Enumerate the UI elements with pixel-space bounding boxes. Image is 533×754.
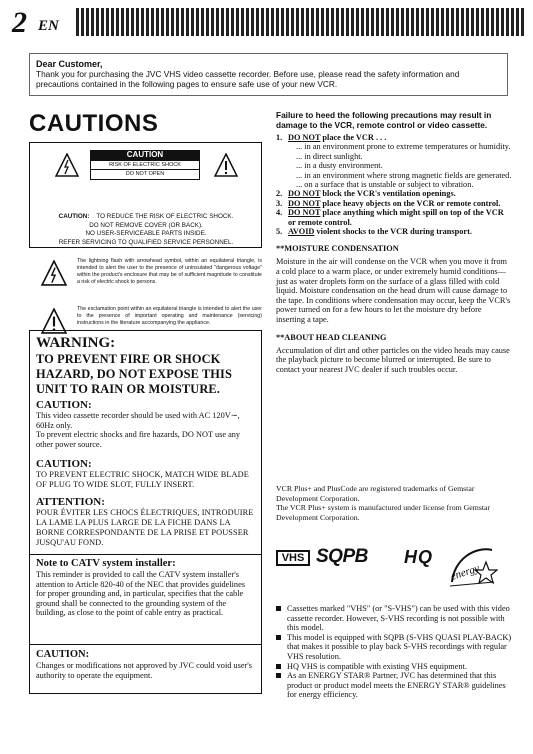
sqpb-logo: SQPB: [316, 546, 368, 567]
feature-bullet: As an ENERGY STAR® Partner, JVC has determined that this product or product model meets the ENERGY STAR® guidelines for energy efficiency.: [276, 671, 512, 700]
placement-sublist: [288, 142, 512, 189]
shock-risk-label: RISK OF ELECTRIC SHOCK: [90, 160, 200, 170]
caution-line-3: NO USER-SERVICEABLE PARTS INSIDE.: [85, 230, 207, 237]
caution-box-text: [35, 213, 257, 247]
precautions-list: [276, 133, 512, 236]
caution-label-box: [29, 142, 262, 248]
vhs-logo: VHS: [276, 550, 310, 566]
placement-subitem: ... in an environment where strong magnetic fields are generated.: [296, 170, 512, 180]
energy-logo-text: energy: [449, 562, 482, 583]
lightning-symbol-icon: [41, 260, 67, 286]
exclamation-warning-icon: [214, 153, 238, 177]
catv-note-box: [29, 555, 262, 645]
trademark-line-1: VCR Plus+ and PlusCode are registered trademarks of Gemstar Development Corporation.: [276, 484, 475, 503]
power-caution-line-1: This video cassette recorder should be used with AC 120V∼, 60Hz only.: [36, 411, 240, 430]
warning-title: WARNING:: [36, 335, 116, 351]
do-not-open-label: DO NOT OPEN: [90, 170, 200, 180]
page-header: [0, 0, 533, 42]
head-cleaning-text: Accumulation of dirt and other particles on the video heads may cause the playback picture to become blurred or interrupted. Be sure to contact your nearest JVC dealer if such troubles occur.: [276, 345, 510, 374]
feature-bullet: Cassettes marked "VHS" (or "S-VHS") can be used with this video cassette recorder. However, S-VHS recording is not possible with this model.: [276, 604, 512, 633]
caution-prefix: CAUTION:: [58, 213, 90, 220]
precaution-item: 2. DO NOT block the VCR's ventilation openings.: [276, 189, 456, 199]
caution-line-1: TO REDUCE THE RISK OF ELECTRIC SHOCK.: [96, 213, 234, 220]
moisture-text: Moisture in the air will condense on the VCR when you move it from a cold place to a warm place, or under extremely humid conditions—just as water droplets form on the surface of a glass filled with cold liquid. Moisture condensation on the head drum will cause damage to the tape. In conditions where condensation may occur, keep the VCR's power turned on for a few hours to let the moisture dry before inserting a tape.: [276, 257, 511, 325]
cautions-title: CAUTIONS: [29, 110, 159, 137]
precaution-item: 5. AVOID violent shocks to the VCR during transport.: [276, 227, 472, 237]
feature-bullet: This model is equipped with SQPB (S-VHS QUASI PLAY-BACK) that makes it possible to play back S-VHS recordings with regular VHS resolution.: [276, 633, 512, 662]
logo-row: [276, 536, 512, 598]
caution-line-2: DO NOT REMOVE COVER (OR BACK).: [89, 221, 203, 229]
hq-logo: HQ: [404, 547, 433, 567]
modification-caution-box: [29, 645, 262, 694]
precautions-intro: Failure to heed the following precautions may result in damage to the VCR, remote control or video cassette.: [276, 110, 492, 130]
energy-star-logo: [446, 542, 498, 594]
lightning-explanation-text: The lightning flash with arrowhead symbol, within an equilateral triangle, is intended to alert the user to the presence of uninsulated "dangerous voltage" within the product's enclosure that may be of sufficient magnitude to constitute a risk of electric shock to persons.: [77, 258, 262, 285]
warning-subtitle: TO PREVENT FIRE OR SHOCK HAZARD, DO NOT EXPOSE THIS UNIT TO RAIN OR MOISTURE.: [36, 352, 232, 396]
page-number: 2: [12, 6, 27, 39]
moisture-title: **MOISTURE CONDENSATION: [276, 244, 399, 254]
right-column: [276, 110, 512, 374]
precaution-item: 3. DO NOT place heavy objects on the VCR or remote control.: [276, 198, 501, 208]
feature-bullet: HQ VHS is compatible with existing VHS equipment.: [276, 662, 512, 672]
head-cleaning-title: **ABOUT HEAD CLEANING: [276, 332, 387, 342]
header-stripes: [76, 8, 524, 36]
catv-note-text: This reminder is provided to call the CATV system installer's attention to Article 820-40 of the NEC that provides guidelines for proper grounding and, in particular, specifies that the cable ground shall be connected to the grounding system of the building, as close to the point of cable entry as practical.: [36, 570, 245, 618]
page-language: EN: [38, 18, 59, 34]
placement-subitem: ... in direct sunlight.: [296, 151, 363, 161]
placement-subitem: ... in a dusty environment.: [296, 161, 383, 171]
attention-text: POUR ÉVITER LES CHOCS ÉLECTRIQUES, INTRODUIRE LA LAME LA PLUS LARGE DE LA FICHE DANS LA BORNE CORRESPONDANTE DE LA PRISE ET POUSSER JUSQU'AU FOND.: [36, 508, 254, 548]
trademark-notice: [276, 484, 512, 522]
placement-subitem: ... on a surface that is unstable or subject to vibration.: [296, 180, 474, 190]
dear-customer-text: Thank you for purchasing the JVC VHS video cassette recorder. Before use, please read the safety information and precautions contained in the following pages to ensure safe use of your new VCR.: [36, 69, 460, 89]
exclamation-explanation-text: The exclamation point within an equilateral triangle is intended to alert the user to the presence of important operating and maintenance (servicing) instructions in the literature accompanying the appliance.: [77, 306, 262, 326]
precaution-item: 4. DO NOT place anything which might spill on top of the VCR or remote control.: [276, 208, 504, 227]
precaution-item: 1. DO NOT place the VCR . . . ... in an environment prone to extreme temperatures or humidity. ... in direct sunlight. ... in a dusty environment. ... in an environment where strong magnetic fields are generated. ... on a surface that is unstable or subject to vibration.: [276, 133, 512, 190]
dear-customer-box: [29, 53, 508, 96]
caution-label: CAUTION: [90, 150, 200, 160]
modification-caution-title: CAUTION:: [36, 649, 90, 660]
feature-bullets: [276, 604, 512, 700]
attention-title: ATTENTION:: [36, 496, 105, 509]
plug-caution-text: TO PREVENT ELECTRIC SHOCK, MATCH WIDE BLADE OF PLUG TO WIDE SLOT, FULLY INSERT.: [36, 470, 249, 490]
power-caution-line-2: To prevent electric shocks and fire hazards, DO NOT use any other power source.: [36, 430, 241, 449]
power-caution-title: CAUTION:: [36, 399, 92, 411]
caution-line-4: REFER SERVICING TO QUALIFIED SERVICE PERSONNEL.: [58, 238, 234, 246]
catv-note-title: Note to CATV system installer:: [36, 558, 176, 569]
bullet-square-icon: [276, 673, 281, 678]
dear-customer-title: Dear Customer,: [36, 59, 103, 69]
bullet-square-icon: [276, 606, 281, 611]
placement-subitem: ... in an environment prone to extreme temperatures or humidity.: [296, 142, 511, 152]
lightning-explanation: [29, 258, 262, 298]
modification-caution-text: Changes or modifications not approved by JVC could void user's authority to operate the equipment.: [36, 661, 253, 680]
lightning-warning-icon: [55, 153, 79, 177]
bullet-square-icon: [276, 664, 281, 669]
plug-caution-title: CAUTION:: [36, 458, 92, 471]
trademark-line-2: The VCR Plus+ system is manufactured under license from Gemstar Development Corporation.: [276, 503, 491, 522]
warning-box: [29, 330, 262, 555]
left-column: [29, 110, 262, 346]
bullet-square-icon: [276, 635, 281, 640]
